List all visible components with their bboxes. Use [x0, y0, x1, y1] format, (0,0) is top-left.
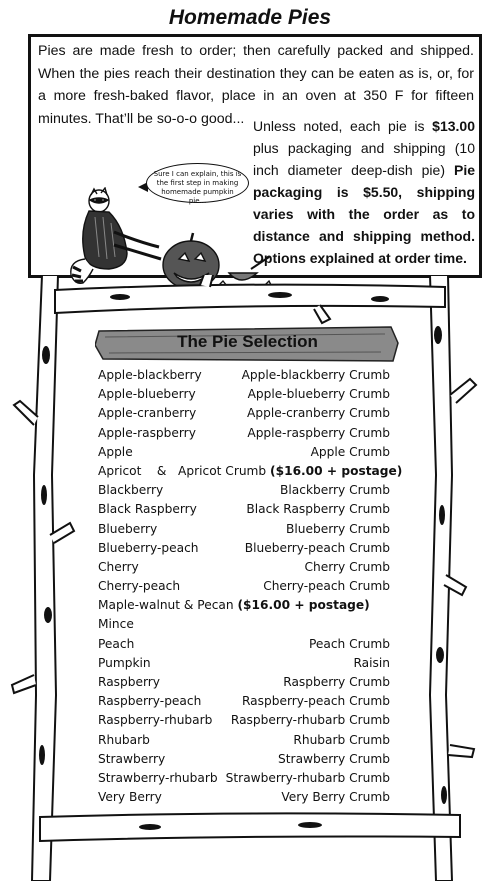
pie-name: Cherry-peach — [98, 579, 181, 594]
pie-row — [98, 539, 390, 558]
pie-name: Raspberry — [98, 675, 161, 689]
pie-row — [98, 692, 390, 711]
pie-crumb-name: Black Raspberry Crumb — [246, 502, 390, 517]
pie-crumb-name: Apple Crumb — [310, 444, 390, 459]
pie-name: Strawberry — [98, 751, 166, 766]
pie-row — [98, 462, 403, 481]
pie-name: Pumpkin — [98, 655, 151, 670]
pie-name: Raspberry-peach — [98, 694, 202, 709]
pie-crumb-name: Raisin — [353, 655, 390, 670]
pie-row — [98, 366, 390, 385]
pie-crumb-name: Raspberry-rhubarb Crumb — [230, 713, 390, 728]
pricing-prefix: Unless noted, each pie is — [253, 118, 433, 134]
pie-name: Apple-blackberry — [98, 368, 202, 382]
pie-row — [98, 424, 390, 443]
pie-selection-list — [98, 366, 403, 807]
pie-row — [98, 596, 390, 615]
pricing-suffix: plus packaging and shipping (10 inch diameter deep-dish pie) — [253, 140, 475, 178]
pie-name: Strawberry-rhubarb — [98, 770, 218, 785]
pie-crumb-name: Very Berry Crumb — [281, 790, 390, 805]
pricing-text — [253, 115, 475, 269]
pie-crumb-name: Blackberry Crumb — [280, 483, 390, 498]
pie-name: Cherry — [98, 559, 139, 574]
pie-name: Blueberry — [98, 521, 158, 536]
pie-crumb-name: Raspberry Crumb — [283, 675, 390, 689]
pie-name: Apple-cranberry — [98, 406, 197, 421]
pie-name: Black Raspberry — [98, 502, 197, 517]
pie-name: Mince — [98, 617, 134, 632]
pie-crumb-name: Apple-raspberry Crumb — [247, 425, 390, 440]
pie-row — [98, 615, 390, 634]
pie-crumb-name: Cherry-peach Crumb — [263, 579, 390, 594]
pie-row — [98, 481, 390, 500]
pie-crumb-name: Apple-blueberry Crumb — [247, 387, 390, 402]
selection-heading: The Pie Selection — [177, 332, 318, 351]
pie-row — [98, 635, 390, 654]
pie-crumb-name: Strawberry-rhubarb Crumb — [225, 770, 390, 785]
pie-row-full — [98, 464, 402, 478]
pie-name: Apple — [98, 444, 133, 459]
pie-name: Apple-raspberry — [98, 425, 196, 440]
pie-name: Raspberry-rhubarb — [98, 713, 213, 728]
pie-row — [98, 577, 390, 596]
pie-crumb-name: Raspberry-peach Crumb — [241, 694, 390, 709]
page-title: Homemade Pies — [168, 6, 332, 29]
pie-name: Very Berry — [98, 790, 162, 805]
pie-row — [98, 673, 390, 692]
pie-row-price: ($16.00 + postage) — [237, 598, 370, 613]
pricing-price: $13.00 — [432, 118, 475, 134]
pie-row — [98, 731, 390, 750]
pie-row — [98, 750, 390, 769]
speech-bubble: Sure I can explain, this is the first step in making homemade pumpkin pie... — [146, 163, 249, 203]
pie-crumb-name: Apple-blackberry Crumb — [241, 368, 390, 382]
pie-row-full-text: Apricot & Apricot Crumb — [98, 463, 271, 478]
pie-crumb-name: Peach Crumb — [308, 636, 390, 651]
pie-row — [98, 385, 390, 404]
pie-crumb-name: Cherry Crumb — [304, 559, 390, 574]
pie-name: Apple-blueberry — [98, 387, 196, 402]
pie-row — [98, 443, 390, 462]
pie-row — [98, 711, 390, 730]
pie-row-full-text: Maple-walnut & Pecan — [98, 598, 238, 613]
pie-crumb-name: Blueberry-peach Crumb — [244, 540, 390, 555]
pie-row-full — [98, 598, 370, 612]
pie-row — [98, 500, 390, 519]
pie-crumb-name: Rhubarb Crumb — [293, 732, 390, 747]
pricing-bold: Pie packaging is $5.50, shipping varies with the order as to distance and shipping method. Options explained at order time. — [253, 162, 475, 266]
intro-text: Pies are made fresh to order; then carefully packed and shipped. When the pies reach their destination they can be eaten as is, or, for a more fresh-baked flavor, place in an oven at 350 F for fifteen minutes. That’ll be so-o-o good... — [38, 43, 474, 127]
pie-row — [98, 654, 390, 673]
pie-row — [98, 404, 390, 423]
pie-row-price: ($16.00 + postage) — [270, 463, 403, 478]
pie-row — [98, 769, 390, 788]
info-box — [28, 34, 482, 278]
pie-row — [98, 788, 390, 807]
pie-crumb-name: Apple-cranberry Crumb — [247, 406, 390, 421]
pie-name: Blueberry-peach — [98, 540, 199, 555]
pie-crumb-name: Strawberry Crumb — [278, 751, 390, 766]
pie-name: Rhubarb — [98, 732, 150, 747]
pie-row — [98, 520, 390, 539]
pie-row — [98, 558, 390, 577]
pie-name: Peach — [98, 636, 135, 651]
pie-name: Blackberry — [98, 483, 164, 498]
pie-crumb-name: Blueberry Crumb — [286, 521, 390, 536]
